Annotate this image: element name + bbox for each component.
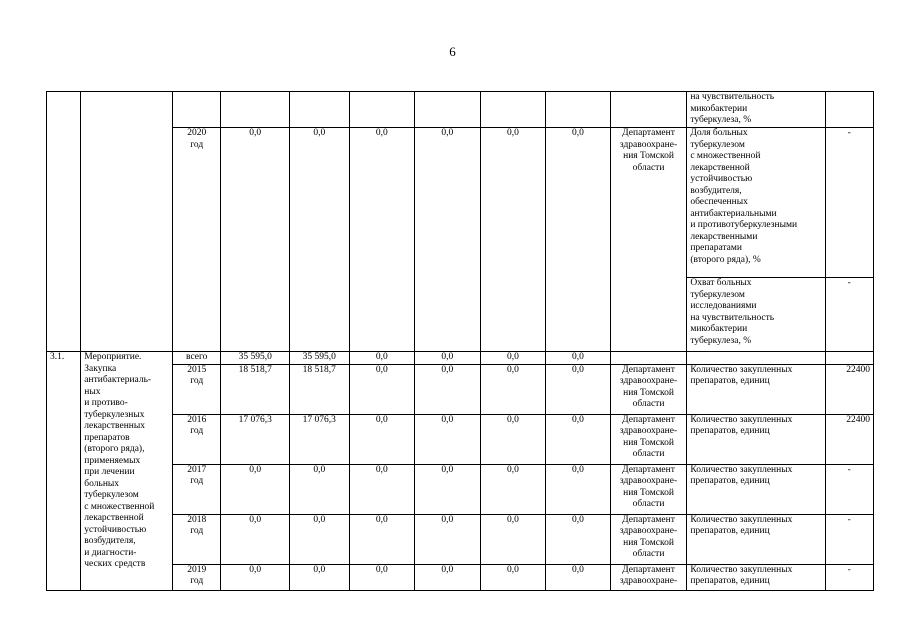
executor-cell: Департамент здравоохране-: [610, 564, 687, 590]
value-cell: 0,0: [415, 514, 481, 564]
table-row: [47, 352, 874, 365]
executor-cell: Департамент здравоохране- ния Томской области: [610, 414, 687, 464]
value-cell: 0,0: [546, 514, 611, 564]
value-cell: 17 076,3: [290, 414, 350, 464]
value-cell: 0,0: [480, 414, 546, 464]
value-cell: 0,0: [480, 364, 546, 414]
indicator-cell: Количество закупленных препаратов, единиц: [687, 414, 825, 464]
value-cell: 0,0: [415, 564, 481, 590]
value-cell: 0,0: [349, 352, 415, 365]
value-cell: 0,0: [415, 352, 481, 365]
executor-cell: [610, 352, 687, 365]
period-cell: 2020 год: [173, 128, 221, 352]
period-cell: 2015 год: [173, 364, 221, 414]
period-cell: 2017 год: [173, 464, 221, 514]
target-cell: [825, 352, 874, 365]
value-cell: 0,0: [480, 514, 546, 564]
value-cell: 0,0: [349, 364, 415, 414]
value-cell: 0,0: [480, 352, 546, 365]
executor-cell: Департамент здравоохране- ния Томской области: [610, 514, 687, 564]
program-table: [46, 91, 874, 591]
executor-cell: Департамент здравоохране- ния Томской области: [610, 464, 687, 514]
number-cell: [47, 92, 81, 352]
indicator-cell: на чувствительность микобактерии туберкулеза, %: [687, 92, 825, 128]
indicator-cell: Количество закупленных препаратов, единиц: [687, 464, 825, 514]
value-cell: 0,0: [480, 128, 546, 352]
target-cell: 22400: [825, 364, 874, 414]
value-cell: 0,0: [349, 464, 415, 514]
value-cell: 0,0: [349, 414, 415, 464]
executor-cell: Департамент здравоохране- ния Томской области: [610, 364, 687, 414]
target-cell: -: [825, 514, 874, 564]
table-row: [47, 92, 874, 128]
value-cell: 0,0: [349, 564, 415, 590]
value-cell: 0,0: [415, 414, 481, 464]
measure-number: 3.1.: [47, 352, 81, 591]
value-cell: 0,0: [415, 464, 481, 514]
indicator-cell: Охват больных туберкулезом исследованиями на чувствительность микобактерии туберкулеза, %: [687, 278, 825, 352]
value-cell: 0,0: [221, 514, 290, 564]
value-cell: 35 595,0: [290, 352, 350, 365]
value-cell: 35 595,0: [221, 352, 290, 365]
target-cell: -: [825, 564, 874, 590]
period-cell: 2018 год: [173, 514, 221, 564]
value-cell: 0,0: [290, 464, 350, 514]
value-cell: 0,0: [546, 564, 611, 590]
indicator-cell: Количество закупленных препаратов, единиц: [687, 564, 825, 590]
value-cell: 18 518,7: [221, 364, 290, 414]
value-cell: 17 076,3: [221, 414, 290, 464]
value-cell: 0,0: [546, 352, 611, 365]
value-cell: 0,0: [415, 128, 481, 352]
value-cell: 0,0: [415, 364, 481, 414]
target-cell: 22400: [825, 414, 874, 464]
value-cell: 0,0: [290, 128, 350, 352]
target-cell: -: [825, 128, 874, 278]
value-cell: 0,0: [480, 464, 546, 514]
value-cell: 0,0: [349, 514, 415, 564]
name-cell: [81, 92, 173, 352]
target-cell: -: [825, 278, 874, 352]
value-cell: 0,0: [221, 464, 290, 514]
value-cell: 0,0: [290, 514, 350, 564]
value-cell: 0,0: [546, 414, 611, 464]
value-cell: 0,0: [221, 564, 290, 590]
page-number: 6: [449, 44, 456, 59]
period-cell: 2016 год: [173, 414, 221, 464]
period-cell: всего: [173, 352, 221, 365]
indicator-cell: Количество закупленных препаратов, единиц: [687, 364, 825, 414]
period-cell: 2019 год: [173, 564, 221, 590]
indicator-cell: Количество закупленных препаратов, единиц: [687, 514, 825, 564]
indicator-cell: [687, 352, 825, 365]
value-cell: 0,0: [221, 128, 290, 352]
value-cell: 0,0: [480, 564, 546, 590]
value-cell: 0,0: [546, 464, 611, 514]
indicator-cell: Доля больных туберкулезом с множественной лекарственной устойчивостью возбудителя, обеспеченных антибактериальными и противотуберкулезными лекарственными препаратами (второго ряда), %: [687, 128, 825, 278]
value-cell: 0,0: [546, 128, 611, 352]
measure-name: Мероприятие. Закупка антибактериаль- ных и противо- туберкулезных лекарственных препаратов (второго ряда), применяемых при лечении больных туберкулезом с множественной лекарственной устойчивостью возбудителя, и диагности- ческих средств: [81, 352, 173, 591]
target-cell: -: [825, 464, 874, 514]
value-cell: 18 518,7: [290, 364, 350, 414]
value-cell: 0,0: [546, 364, 611, 414]
executor-cell: Департамент здравоохране- ния Томской области: [610, 128, 687, 352]
value-cell: 0,0: [290, 564, 350, 590]
value-cell: 0,0: [349, 128, 415, 352]
